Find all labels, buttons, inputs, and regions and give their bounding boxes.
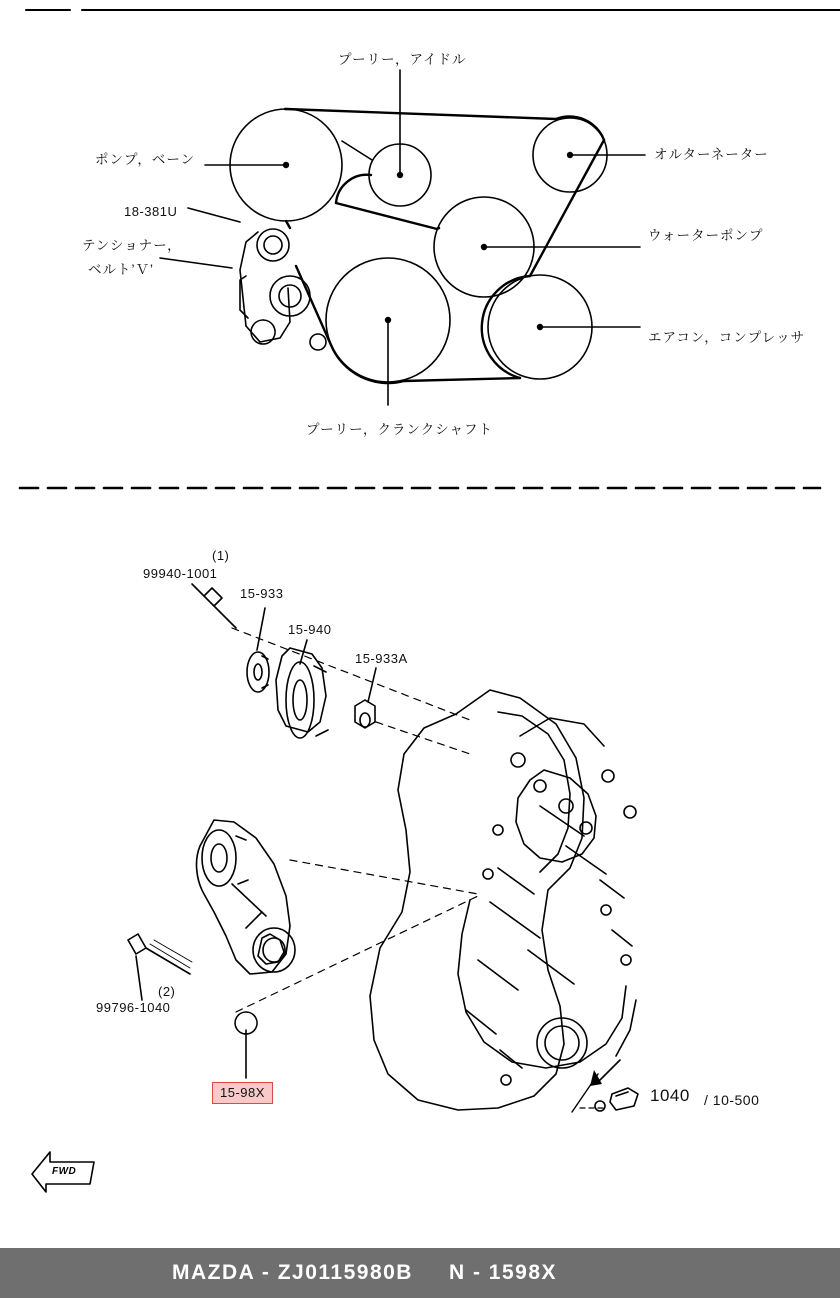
- footer-code: N - 1598X: [448, 1261, 558, 1284]
- label-idler-pulley: プーリー，アイドル: [338, 52, 467, 67]
- label-bolt-99796-1040: 99796-1040: [96, 1000, 171, 1015]
- fwd-label: FWD: [52, 1166, 77, 1177]
- footer-brand-part: MAZDA - ZJ0115980B: [172, 1261, 413, 1284]
- label-cover-1040: 1040: [650, 1086, 690, 1105]
- label-vane-pump: ポンプ，ベーン: [95, 152, 196, 167]
- label-nut-15-933a: 15-933A: [355, 651, 408, 666]
- label-tensioner-belt-v-line1: テンショナー，: [82, 238, 182, 253]
- label-crankshaft-pulley: プーリー，クランクシャフト: [306, 422, 494, 437]
- label-qty-1: (1): [212, 548, 230, 563]
- label-alternator: オルターネーター: [654, 147, 769, 162]
- status-badge-highlighted-part[interactable]: 15-98X: [212, 1082, 273, 1104]
- label-qty-2: (2): [158, 984, 176, 999]
- label-water-pump: ウォーターポンプ: [648, 228, 764, 243]
- label-bolt-99940-1001: 99940-1001: [143, 566, 218, 581]
- label-belt-part-number: 18-381U: [124, 204, 178, 219]
- label-tensioner-belt-v-line2: ベルト’Ｖ’: [88, 262, 154, 277]
- label-pulley-15-940: 15-940: [288, 622, 332, 637]
- label-washer-15-933: 15-933: [240, 586, 284, 601]
- label-cover-ref-10-500: / 10-500: [704, 1092, 760, 1108]
- label-ac-compressor: エアコン，コンプレッサ: [648, 330, 806, 345]
- footer-bar: [0, 1248, 840, 1298]
